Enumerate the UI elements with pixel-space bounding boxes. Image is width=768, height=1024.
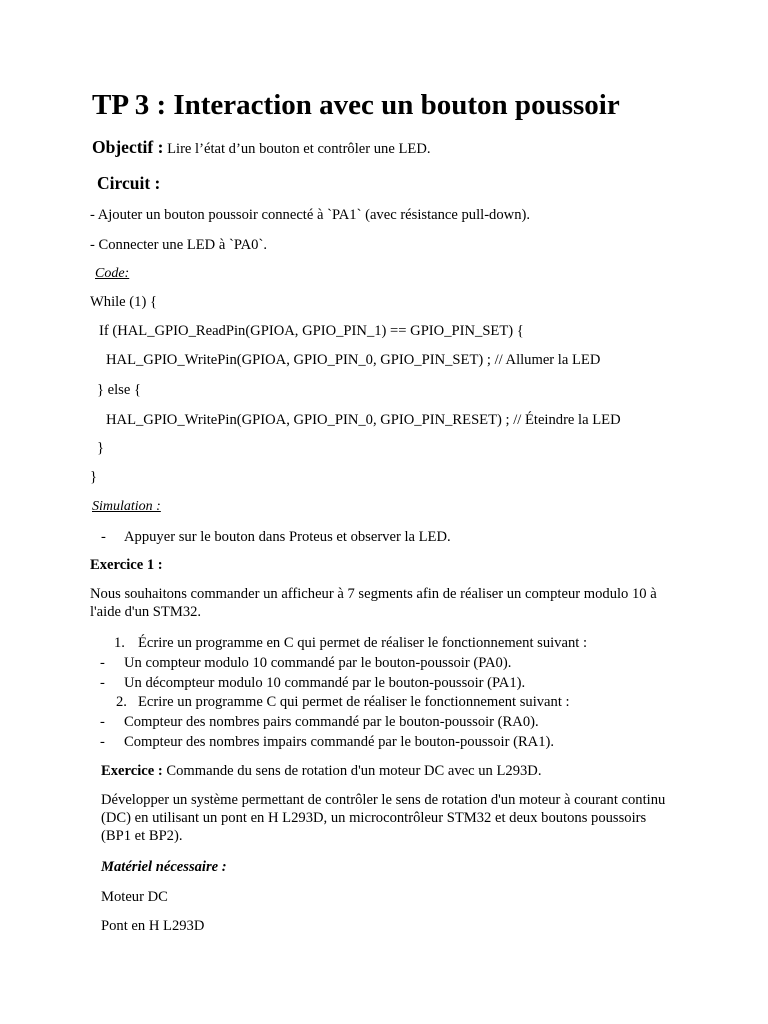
circuit-line-1: - Ajouter un bouton poussoir connecté à `PA1` (avec résistance pull-down). [90, 207, 530, 223]
materiel-item-2: Pont en H L293D [101, 918, 205, 934]
exercice2-description: Développer un système permettant de contrôler le sens de rotation d'un moteur à courant continu (DC) en utilisant un pont en H L293D, un microcontrôleur STM32 et deux boutons poussoirs (BP1 et BP2). [101, 792, 666, 844]
simulation-heading: Simulation : [92, 499, 161, 514]
simulation-text: Appuyer sur le bouton dans Proteus et observer la LED. [124, 529, 451, 545]
exercice1-item1-text: Écrire un programme en C qui permet de réaliser le fonctionnement suivant : [138, 635, 588, 651]
dash-4: - [100, 734, 105, 750]
code-line-7: } [90, 469, 98, 485]
exercice1-item1-sub-2: Un décompteur modulo 10 commandé par le bouton-poussoir (PA1). [124, 675, 526, 691]
code-line-6: } [97, 440, 105, 456]
code-heading: Code: [95, 266, 130, 281]
exercice1-item2-sub-2: Compteur des nombres impairs commandé par le bouton-poussoir (RA1). [124, 734, 555, 750]
page-title: TP 3 : Interaction avec un bouton poussoir [92, 89, 620, 121]
objectif-label: Objectif : [92, 137, 164, 157]
objectif-line [92, 136, 431, 158]
circuit-heading: Circuit : [97, 173, 161, 193]
exercice2-label: Exercice : [101, 763, 163, 779]
code-line-3: HAL_GPIO_WritePin(GPIOA, GPIO_PIN_0, GPIO_PIN_SET) ; // Allumer la LED [106, 352, 601, 368]
objectif-text: Lire l’état d’un bouton et contrôler une LED. [167, 141, 431, 157]
materiel-item-1: Moteur DC [101, 889, 168, 905]
exercice1-item1-sub-1: Un compteur modulo 10 commandé par le bouton-poussoir (PA0). [124, 655, 512, 671]
materiel-heading: Matériel nécessaire : [101, 859, 227, 875]
dash-2: - [100, 675, 105, 691]
exercice1-item2-number: 2. [116, 694, 127, 710]
exercice1-intro: Nous souhaitons commander un afficheur à 7 segments afin de réaliser un compteur modulo 10 à l'aide d'un STM32. [90, 586, 657, 620]
exercice1-item2-text: Ecrire un programme C qui permet de réaliser le fonctionnement suivant : [138, 694, 570, 710]
code-line-1: While (1) { [90, 294, 157, 310]
simulation-bullet: - [101, 529, 106, 545]
code-line-2: If (HAL_GPIO_ReadPin(GPIOA, GPIO_PIN_1) == GPIO_PIN_SET) { [99, 323, 524, 339]
dash-3: - [100, 714, 105, 730]
circuit-line-2: - Connecter une LED à `PA0`. [90, 237, 267, 253]
exercice1-item2-sub-1: Compteur des nombres pairs commandé par le bouton-poussoir (RA0). [124, 714, 539, 730]
exercice1-item1-number: 1. [114, 635, 125, 651]
code-line-4: } else { [97, 382, 141, 398]
dash-1: - [100, 655, 105, 671]
exercice1-heading: Exercice 1 : [90, 557, 163, 573]
code-line-5: HAL_GPIO_WritePin(GPIOA, GPIO_PIN_0, GPIO_PIN_RESET) ; // Éteindre la LED [106, 412, 621, 428]
exercice2-heading-line [101, 762, 541, 780]
exercice2-title: Commande du sens de rotation d'un moteur DC avec un L293D. [166, 763, 542, 779]
